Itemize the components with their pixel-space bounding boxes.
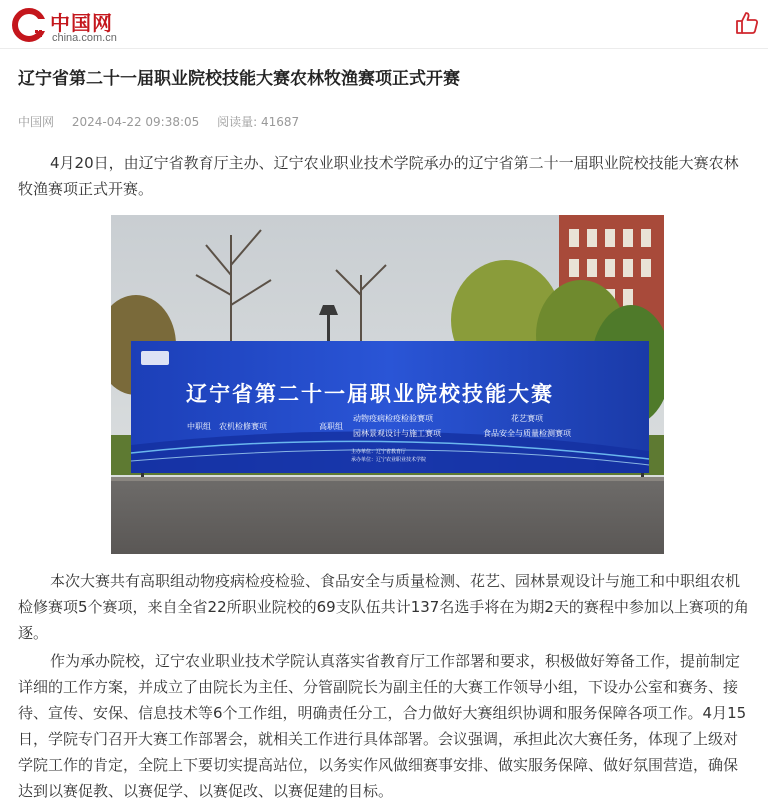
article-read-count: 阅读量: 41687 [217, 115, 300, 129]
article-paragraph: 作为承办院校，辽宁农业职业技术学院认真落实省教育厅工作部署和要求，积极做好筹备工作，提前制定详细的工作方案，并成立了由院长为主任、分管副院长为副主任的大赛工作领导小组，下设办公室和赛务、接待、宣传、安保、信息技术等6个工作组，明确责任分工，合力做好大赛组织协调和服务保障各项工作。4月15日，学院专门召开大赛工作部署会，就相关工作进行具体部署。会议强调，承担此次大赛任务，体现了上级对学院工作的肯定，全院上下要切实提高站位，以务实作风做细赛事安排、做实服务保障、做好氛围营造，确保达到以赛促教、以赛促学、以赛促改、以赛促建的目标。 [18, 652, 747, 800]
banner-title: 辽宁省第二十一届职业院校技能大赛 [186, 382, 554, 406]
banner-group-left-item: 农机检修赛项 [219, 422, 267, 431]
banner-group-left: 中职组 [187, 422, 211, 431]
article-paragraph: 4月20日，由辽宁省教育厅主办、辽宁农业职业技术学院承办的辽宁省第二十一届职业院校技能大赛农林牧渔赛项正式开赛。 [18, 154, 739, 198]
article-meta [18, 113, 313, 130]
banner-sponsor-2: 承办单位：辽宁农业职业技术学院 [351, 457, 427, 463]
logo-text-cn: 中国网 [50, 11, 113, 35]
banner-right-item-2: 食品安全与质量检测赛项 [483, 429, 571, 438]
thumbs-up-icon[interactable] [734, 10, 760, 36]
article-paragraph: 本次大赛共有高职组动物疫病检疫检验、食品安全与质量检测、花艺、园林景观设计与施工和中职组农机检修赛项5个赛项，来自全省22所职业院校的69支队伍共计137名选手将在为期2天的赛程中参加以上赛项的角逐。 [18, 572, 749, 642]
banner-mid-item-2: 园林景观设计与施工赛项 [353, 429, 441, 438]
banner-right-item-1: 花艺赛项 [511, 414, 543, 423]
site-logo[interactable] [12, 5, 132, 43]
china-logo-icon [12, 8, 46, 42]
article-source: 中国网 [18, 115, 55, 129]
logo-text-en: china.com.cn [52, 32, 117, 44]
article-datetime: 2024-04-22 09:38:05 [71, 115, 200, 129]
photo-banner-scene [111, 215, 664, 554]
banner-mid-item-1: 动物疫病检疫检验赛项 [353, 414, 433, 423]
banner-group-mid: 高职组 [319, 422, 343, 431]
site-header [0, 0, 768, 49]
article-photo [111, 215, 664, 554]
banner-sponsor-1: 主办单位：辽宁省教育厅 [351, 449, 407, 455]
article-title: 辽宁省第二十一届职业院校技能大赛农林牧渔赛项正式开赛 [18, 69, 460, 89]
